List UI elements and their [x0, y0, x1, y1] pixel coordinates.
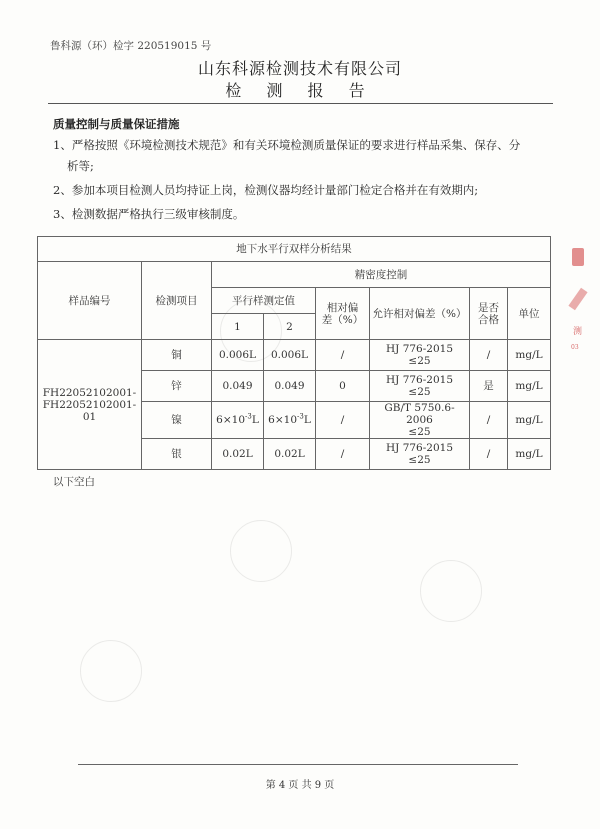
cell-value-2 [264, 402, 316, 439]
cell-value-2: 0.02L [264, 439, 316, 470]
cell-allowed [370, 340, 470, 371]
watermark-seal [80, 640, 142, 702]
parallel-sample-table [37, 236, 551, 470]
header-precision-control: 精密度控制 [212, 262, 551, 288]
cell-qualified: / [470, 402, 508, 439]
header-relative-deviation-line2: 差（%） [321, 313, 364, 326]
value-exponent: -3 [297, 412, 304, 421]
document-number: 鲁科源（环）检字 220519015 号 [50, 40, 212, 52]
qc-item-1: 1、严格按照《环境检测技术规范》和有关环境检测质量保证的要求进行样品采集、保存、分 [53, 138, 521, 152]
watermark-seal [420, 560, 482, 622]
header-relative-deviation [316, 288, 370, 340]
table-row [38, 340, 551, 371]
header-parallel-1: 1 [212, 314, 264, 340]
cell-relative-deviation: / [316, 402, 370, 439]
cell-limit: ≤25 [408, 355, 431, 367]
cell-standard: HJ 776-2015 [385, 343, 453, 355]
report-title: 检 测 报 告 [225, 81, 375, 100]
cell-allowed [370, 371, 470, 402]
cell-limit: ≤25 [408, 454, 431, 466]
side-seal-stamp [570, 240, 584, 360]
header-unit: 单位 [508, 288, 551, 340]
cell-value-1: 0.006L [212, 340, 264, 371]
cell-value-1: 0.049 [212, 371, 264, 402]
value-suffix: L [251, 414, 259, 426]
section-title: 质量控制与质量保证措施 [53, 117, 180, 131]
header-qualified [470, 288, 508, 340]
qc-item-2: 2、参加本项目检测人员均持证上岗，检测仪器均经计量部门检定合格并在有效期内; [53, 183, 479, 197]
value-exponent: -3 [245, 412, 252, 421]
footer-divider [78, 764, 518, 765]
value-suffix: L [303, 414, 311, 426]
cell-unit: mg/L [508, 371, 551, 402]
stamp-mark [568, 288, 587, 311]
cell-value-1 [212, 402, 264, 439]
cell-limit: ≤25 [408, 426, 431, 438]
cell-unit: mg/L [508, 402, 551, 439]
header-relative-deviation-line1: 相对偏 [326, 301, 359, 314]
cell-item: 镍 [142, 402, 212, 439]
header-parallel-values: 平行样测定值 [212, 288, 316, 314]
cell-qualified: / [470, 340, 508, 371]
header-allowed-deviation: 允许相对偏差（%） [370, 288, 470, 340]
company-name: 山东科源检测技术有限公司 [197, 59, 402, 78]
cell-value-1: 0.02L [212, 439, 264, 470]
header-parallel-2: 2 [264, 314, 316, 340]
cell-qualified: / [470, 439, 508, 470]
cell-item: 锌 [142, 371, 212, 402]
stamp-char: 测 [573, 327, 583, 337]
cell-relative-deviation: / [316, 439, 370, 470]
stamp-digits: 03 [571, 344, 579, 351]
cell-relative-deviation: 0 [316, 371, 370, 402]
cell-item: 铜 [142, 340, 212, 371]
page-number: 第 4 页 共 9 页 [265, 780, 335, 791]
qc-item-1-continued: 析等; [67, 159, 94, 173]
header-qualified-line1: 是否 [478, 301, 499, 314]
cell-unit: mg/L [508, 439, 551, 470]
value-base: 6×10 [268, 414, 298, 426]
header-divider [48, 103, 553, 104]
cell-value-2: 0.006L [264, 340, 316, 371]
header-qualified-line2: 合格 [478, 313, 499, 326]
cell-allowed [370, 439, 470, 470]
stamp-mark [572, 248, 584, 266]
cell-standard: GB/T 5750.6-2006 [384, 402, 455, 426]
header-test-item: 检测项目 [142, 262, 212, 340]
watermark-seal [230, 520, 292, 582]
sample-id-line2: FH22052102001-01 [42, 398, 137, 423]
cell-unit: mg/L [508, 340, 551, 371]
cell-limit: ≤25 [408, 386, 431, 398]
header-sample-id: 样品编号 [38, 262, 142, 340]
qc-item-3: 3、检测数据严格执行三级审核制度。 [53, 207, 245, 221]
table-title: 地下水平行双样分析结果 [38, 237, 551, 262]
sample-id-line1: FH22052102001- [42, 386, 137, 399]
blank-below-note: 以下空白 [53, 476, 95, 488]
value-base: 6×10 [216, 414, 246, 426]
cell-value-2: 0.049 [264, 371, 316, 402]
cell-qualified: 是 [470, 371, 508, 402]
sample-id-cell [38, 340, 142, 470]
cell-standard: HJ 776-2015 [385, 374, 453, 386]
cell-allowed [370, 402, 470, 439]
cell-standard: HJ 776-2015 [385, 442, 453, 454]
cell-item: 银 [142, 439, 212, 470]
cell-relative-deviation: / [316, 340, 370, 371]
